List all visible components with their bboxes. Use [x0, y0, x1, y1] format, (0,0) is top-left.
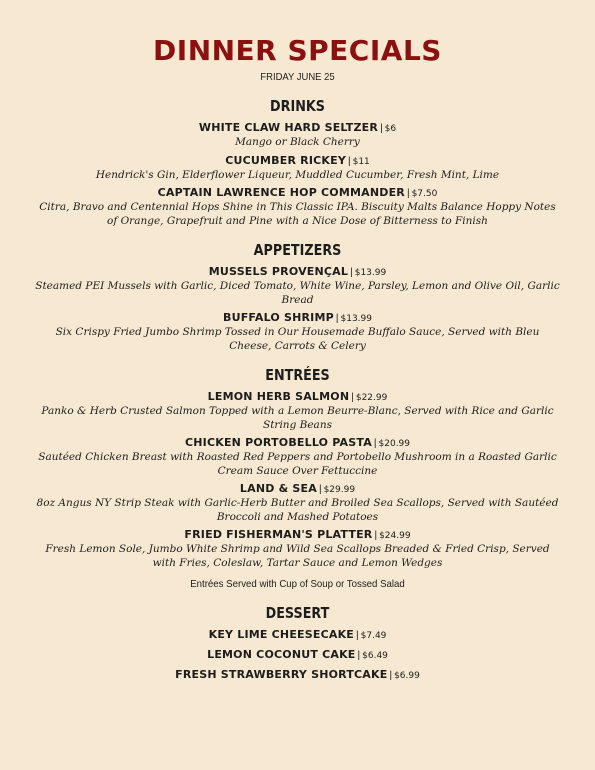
menu-item: BUFFALO SHRIMP | $13.99 Six Crispy Fried Jumbo Shrimp Tossed in Our Housemade Buffalo Sauce, Served with Bleu Cheese, Carrots & Celery — [0, 311, 595, 353]
menu-item: WHITE CLAW HARD SELTZER | $6 Mango or Black Cherry — [0, 121, 595, 150]
item-name: LEMON HERB SALMON — [207, 390, 350, 403]
item-description: Panko & Herb Crusted Salmon Topped with a Lemon Beurre-Blanc, Served with Rice and Garlic String Beans — [41, 405, 554, 431]
appetizers-heading: APPETIZERS — [253, 241, 342, 259]
dessert-heading: DESSERT — [265, 604, 330, 622]
item-price: $6.49 — [362, 651, 388, 661]
item-price: $13.99 — [354, 268, 387, 278]
item-name: CUCUMBER RICKEY — [225, 153, 346, 167]
menu-item: LEMON COCONUT CAKE | $6.49 — [207, 648, 388, 661]
item-name: WHITE CLAW HARD SELTZER — [198, 121, 379, 134]
item-description: Six Crispy Fried Jumbo Shrimp Tossed in Our Housemade Buffalo Sauce, Served with Bleu Cheese, Carrots & Celery — [55, 326, 540, 352]
item-name: CAPTAIN LAWRENCE HOP COMMANDER — [157, 186, 405, 199]
item-price: $24.99 — [379, 531, 411, 541]
item-price: $13.99 — [340, 314, 372, 324]
item-name: FRIED FISHERMAN'S PLATTER — [184, 528, 373, 541]
item-price: $6.99 — [394, 671, 420, 681]
item-name: FRESH STRAWBERRY SHORTCAKE — [175, 668, 388, 681]
menu-item: LEMON HERB SALMON | $22.99 Panko & Herb Crusted Salmon Topped with a Lemon Beurre-Blanc, Served with Rice and Garlic String Beans — [0, 390, 595, 432]
menu-item: CAPTAIN LAWRENCE HOP COMMANDER | $7.50 Citra, Bravo and Centennial Hops Shine in This Classic IPA. Biscuity Malts Balance Hoppy Notes of Orange, Grapefruit and Pine with a Nice Dose of Bitterness to Finish — [0, 186, 595, 228]
item-price: $29.99 — [323, 485, 356, 495]
menu-item: CHICKEN PORTOBELLO PASTA | $20.99 Sautéed Chicken Breast with Roasted Red Peppers and Portobello Mushroom in a Roasted Garlic Cream Sauce Over Fettuccine — [0, 436, 595, 478]
item-description: Steamed PEI Mussels with Garlic, Diced Tomato, White Wine, Parsley, Lemon and Olive Oil, Garlic Bread — [35, 280, 560, 306]
item-name: LAND & SEA — [239, 482, 317, 495]
entrees-note: Entrées Served with Cup of Soup or Tossed Salad — [190, 578, 405, 590]
menu-item: FRESH STRAWBERRY SHORTCAKE | $6.99 — [175, 668, 420, 681]
menu-item: MUSSELS PROVENÇAL | $13.99 Steamed PEI Mussels with Garlic, Diced Tomato, White Wine, Parsley, Lemon and Olive Oil, Garlic Bread — [0, 265, 595, 307]
item-description: 8oz Angus NY Strip Steak with Garlic-Herb Butter and Broiled Sea Scallops, Served with Sautéed Broccoli and Mashed Potatoes — [36, 497, 559, 523]
item-description: Sautéed Chicken Breast with Roasted Red Peppers and Portobello Mushroom in a Roasted Garlic Cream Sauce Over Fettuccine — [38, 451, 557, 477]
item-name: KEY LIME CHEESECAKE — [208, 628, 355, 641]
appetizers-section — [0, 240, 595, 353]
menu-date: FRIDAY JUNE 25 — [260, 71, 335, 83]
page-title: DINNER SPECIALS — [153, 34, 442, 67]
item-price: $7.50 — [411, 189, 438, 199]
menu-item: CUCUMBER RICKEY | $11 Hendrick's Gin, Elderflower Liqueur, Muddled Cucumber, Fresh Mint, Lime — [0, 154, 595, 183]
item-name: MUSSELS PROVENÇAL — [208, 265, 349, 278]
item-description: Fresh Lemon Sole, Jumbo White Shrimp and Wild Sea Scallops Breaded & Fried Crisp, Served with Fries, Coleslaw, Tartar Sauce and Lemon Wedges — [45, 543, 550, 569]
entrees-heading: ENTRÉES — [265, 366, 330, 384]
item-name: CHICKEN PORTOBELLO PASTA — [184, 436, 372, 449]
item-description: Hendrick's Gin, Elderflower Liqueur, Muddled Cucumber, Fresh Mint, Lime — [95, 168, 500, 181]
menu-item: FRIED FISHERMAN'S PLATTER | $24.99 Fresh Lemon Sole, Jumbo White Shrimp and Wild Sea Scallops Breaded & Fried Crisp, Served with Fries, Coleslaw, Tartar Sauce and Lemon Wedges — [0, 528, 595, 570]
menu-item: KEY LIME CHEESECAKE | $7.49 — [208, 628, 387, 641]
dessert-section — [0, 603, 595, 683]
item-price: $22.99 — [355, 393, 388, 403]
item-price: $11 — [352, 156, 370, 167]
entrees-section — [0, 365, 595, 591]
drinks-section — [0, 96, 595, 228]
drinks-heading: DRINKS — [270, 97, 325, 115]
item-name: BUFFALO SHRIMP — [222, 311, 334, 324]
item-price: $7.49 — [360, 631, 387, 641]
item-description: Citra, Bravo and Centennial Hops Shine in This Classic IPA. Biscuity Malts Balance Hoppy Notes of Orange, Grapefruit and Pine with a Nice Dose of Bitterness to Finish — [39, 201, 556, 227]
item-price: $20.99 — [378, 439, 411, 449]
menu-item: LAND & SEA | $29.99 8oz Angus NY Strip Steak with Garlic-Herb Butter and Broiled Sea Scallops, Served with Sautéed Broccoli and Mashed Potatoes — [0, 482, 595, 524]
item-description: Mango or Black Cherry — [235, 136, 360, 148]
item-price: $6 — [384, 124, 397, 134]
item-name: LEMON COCONUT CAKE — [207, 648, 356, 661]
